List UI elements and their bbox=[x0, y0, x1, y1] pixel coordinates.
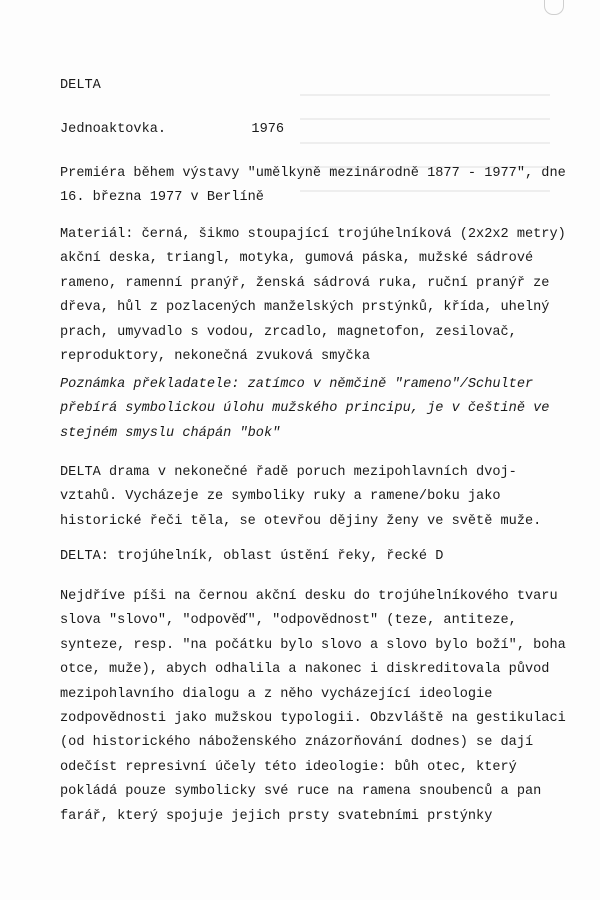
title-block bbox=[60, 74, 580, 98]
translator-note-block bbox=[60, 373, 580, 446]
delta-drama-block bbox=[60, 461, 580, 534]
translator-note-line: stejném smyslu chápán "bok" bbox=[60, 425, 281, 441]
main-text-line: slova "slovo", "odpověď", "odpovědnost" (teze, antiteze, bbox=[60, 613, 517, 629]
delta-drama-line: historické řeči těla, se otevřou dějiny ženy ve světě muže. bbox=[60, 513, 542, 529]
main-text-line: mezipohlavního dialogu a z něho vycházející ideologie bbox=[60, 686, 493, 702]
delta-definition-block bbox=[60, 545, 580, 569]
material-line: reproduktory, nekonečná zvuková smyčka bbox=[60, 348, 370, 364]
material-block bbox=[60, 223, 580, 369]
main-text-line: otce, muže), abych odhalila a nakonec i diskreditovala původ bbox=[60, 662, 550, 678]
main-text-line: (od historického náboženského znázorňování dodnes) se dají bbox=[60, 735, 534, 751]
material-line: akční deska, triangl, motyka, gumová páska, mužské sádrové bbox=[60, 251, 534, 267]
delta-drama-line: DELTA drama v nekonečné řadě poruch mezipohlavních dvoj- bbox=[60, 465, 517, 480]
main-text-block bbox=[60, 585, 580, 829]
translator-note-line: přebírá symbolickou úlohu mužského principu, je v češtině ve bbox=[60, 401, 550, 417]
premiere-block bbox=[60, 162, 580, 211]
material-line: Materiál: černá, šikmo stoupající trojúhelníková (2x2x2 metry) bbox=[60, 227, 566, 242]
main-text-line: farář, který spojuje jejich prsty svatebními prstýnky bbox=[60, 808, 493, 824]
subtitle-block bbox=[60, 118, 580, 142]
delta-definition: DELTA: trojúhelník, oblast ústění řeky, řecké D bbox=[60, 549, 444, 564]
main-text-line: odečíst represivní účely této ideologie: bůh otec, který bbox=[60, 759, 517, 775]
material-line: prach, umyvadlo s vodou, zrcadlo, magnetofon, zesilovač, bbox=[60, 324, 517, 340]
main-text-line: zodpovědnosti jako mužskou typologii. Obzvláště na gestikulaci bbox=[60, 710, 566, 726]
document-subtitle: Jednoaktovka. bbox=[60, 122, 167, 137]
document-title: DELTA bbox=[60, 78, 101, 93]
translator-note-line: Poznámka překladatele: zatímco v němčině "rameno"/Schulter bbox=[60, 377, 534, 392]
delta-drama-line: vztahů. Vycházeje ze symboliky ruky a ramene/boku jako bbox=[60, 489, 501, 505]
main-text-line: pokládá pouze symbolicky své ruce na ramena snoubenců a pan bbox=[60, 784, 542, 800]
subtitle-row bbox=[60, 118, 580, 142]
premiere-line: 16. března 1977 v Berlíně bbox=[60, 190, 264, 206]
main-text-line: synteze, resp. "na počátku bylo slovo a slovo bylo boží", boha bbox=[60, 637, 566, 653]
premiere-line: Premiéra během výstavy "umělkyně mezinárodně 1877 - 1977", dne bbox=[60, 166, 566, 181]
document-year: 1976 bbox=[251, 122, 285, 137]
material-line: dřeva, hůl z pozlacených manželských prstýnků, křída, uhelný bbox=[60, 300, 550, 316]
corner-mark bbox=[544, 0, 564, 15]
material-line: rameno, ramenní pranýř, ženská sádrová ruka, ruční pranýř ze bbox=[60, 275, 550, 291]
main-text-line: Nejdříve píši na černou akční desku do trojúhelníkového tvaru bbox=[60, 589, 558, 604]
